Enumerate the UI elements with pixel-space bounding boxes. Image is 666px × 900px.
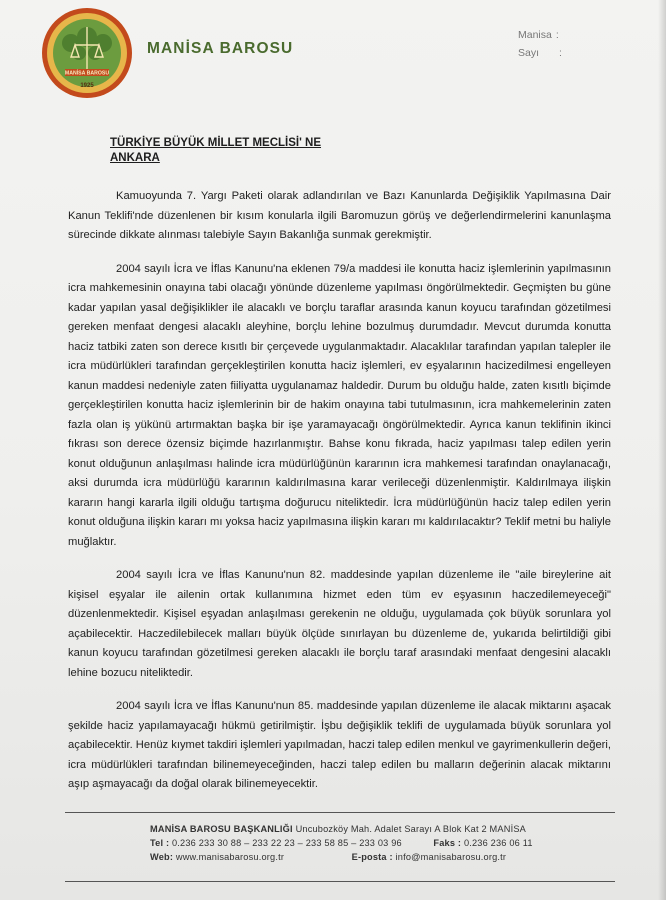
footer-divider-top (65, 812, 615, 813)
footer-web-row (150, 850, 533, 864)
meta-city-colon: : (555, 29, 559, 41)
paragraph-4: 2004 sayılı İcra ve İflas Kanunu'nun 85. maddesinde yapılan düzenleme ile alacak miktarını aşacak şekilde haciz yapılamayacağı hükmü getirilmiştir. İşbu değişiklik teklifi de uygulamada büyük sorunlara yol açabilecektir. Henüz kıymet takdiri işlemleri yapılmadan, haczi talep edilen menkul ve gayrimenkullerin değeri, icra müdürlükleri tarafından bilinemeyeceğinden, haczi talep edilen bu malların değerinin alacak miktarını aşıp aşmayacağı da doğal olarak bilinemeyecektir. (68, 700, 611, 790)
recipient-city: ANKARA (110, 152, 160, 164)
meta-city-row (518, 26, 562, 44)
paragraph-2: 2004 sayılı İcra ve İflas Kanunu'na eklenen 79/a maddesi ile konutta haciz işlemlerinin yapılmasının icra mahkemesinin onayına tabi olacağı yönünde düzenleme yapılması öngörülmektedir. Geçmişten bu güne kadar yapılan yasal değişiklikler ile alacaklı ve borçlu taraflar arasında kanun koyucu tarafından gözetilmesi gereken menfaat dengesi alacaklı aleyhine, borçlu lehine bozulmuş durumdadır. Mevcut durumda konutta haciz tatbiki zaten son derece kısıtlı bir çerçevede uygulanmaktadır. Alacaklılar tarafından yapılan talepler ile icra müdürlükleri tarafından gerçekleştirilen konutta haciz işlemleri, ev eşyalarının hacizedilmesi engelleyen kanun maddesi nedeniyle zaten fiiliyatta uygulanamaz haldedir. Durum bu olduğu halde, zaten kısıtlı biçimde gerçekleştirilen konutta haciz işlemlerinin bir de hakim onayına tabi tutulmasının, icra mahkemelerinin zaten fazla olan iş yükünü artırmaktan başka bir işe yaramayacağı öngörülmektedir. Ayrıca kanun teklifinin ikinci fıkrası son derece özensiz biçimde hazırlanmıştır. Bahse konu fıkrada, haciz yapılması talep edilen yerin konut olduğunun anlaşılması halinde icra müdürlüğünün kararının icra mahkemesi tarafından onaylanacağı, aksi durumda icra müdürlüğü kararının kaldırılmasına karar verileceği düzenlenmiştir. Kaldırılmaya ilişkin kararın hangi kararla ilgili olduğu tartışma doğurucu niteliktedir. İcra müdürlüğünün haciz talep edilen yerin konut olduğuna ilişkin kararı mı yoksa haciz yapılmasına ilişkin kararı mı kaldırılacaktır? Teklif metni bu haliyle muğlaktır. (68, 262, 611, 548)
footer-address-row (150, 822, 533, 836)
footer-fax: 0.236 236 06 11 (463, 838, 533, 848)
footer-divider-bottom (65, 881, 615, 882)
page-edge-shadow (658, 0, 666, 900)
meta-city-label: Manisa (518, 29, 552, 41)
footer-tel: 0.236 233 30 88 – 233 22 23 – 233 58 85 – 233 03 96 (171, 838, 402, 848)
paragraph-1: Kamuoyunda 7. Yargı Paketi olarak adlandırılan ve Bazı Kanunlarda Değişiklik Yapılmasına Dair Kanun Teklifi'nde düzenlenen bir kısım konularla ilgili Baromuzun görüş ve değerlendirmelerini kanunlaşma sürecinde dikkate alınması talebiyle Sayın Bakanlığa sunmak gerekmiştir. (68, 190, 611, 241)
bar-association-logo (41, 7, 133, 99)
logo-year: 1925 (80, 83, 94, 89)
meta-number-colon: : (559, 47, 562, 59)
footer-web-label: Web: (150, 852, 174, 862)
recipient-block (110, 136, 321, 166)
logo-ribbon-text: MANİSA BAROSU (64, 70, 110, 77)
meta-number-row (518, 44, 562, 62)
footer-address: Uncubozköy Mah. Adalet Sarayı A Blok Kat 2 MANİSA (295, 824, 526, 834)
footer-email-link[interactable]: info@manisabarosu.org.tr (395, 852, 507, 862)
document-meta (518, 26, 562, 62)
recipient-name: TÜRKİYE BÜYÜK MİLLET MECLİSİ' NE (110, 137, 322, 149)
footer-fax-label: Faks : (433, 838, 462, 848)
paragraph-3: 2004 sayılı İcra ve İflas Kanunu'nun 82. maddesinde yapılan düzenleme ile "aile bireylerine ait kişisel eşyalar ile ailenin ortak kullanımına hizmet eden tüm ev eşyasının haczedilemeyeceği" düzenlenmektedir. Kişisel eşyadan anlaşılması gerekenin ne olduğu, uygulamada çok büyük sorunlara yol açabilecektir. Haczedilebilecek malları büyük ölçüde sınırlayan bu düzenleme de, yukarıda belirtildiği gibi kanun koyucu tarafından gözetilmesi gereken alacaklı ile borçlu taraf arasındaki menfaat dengesini alacaklı lehine bozucu niteliktedir. (68, 569, 611, 679)
letter-body (68, 187, 611, 809)
footer-web-link[interactable]: www.manisabarosu.org.tr (175, 852, 285, 862)
brand-name: MANİSA BAROSU (147, 40, 294, 57)
footer-phone-row (150, 836, 533, 850)
footer-email-label: E-posta : (351, 852, 393, 862)
footer-tel-label: Tel : (150, 838, 170, 848)
letterhead-footer (150, 822, 533, 864)
meta-number-label: Sayı (518, 47, 540, 59)
footer-org: MANİSA BAROSU BAŞKANLIĞI (150, 824, 293, 834)
